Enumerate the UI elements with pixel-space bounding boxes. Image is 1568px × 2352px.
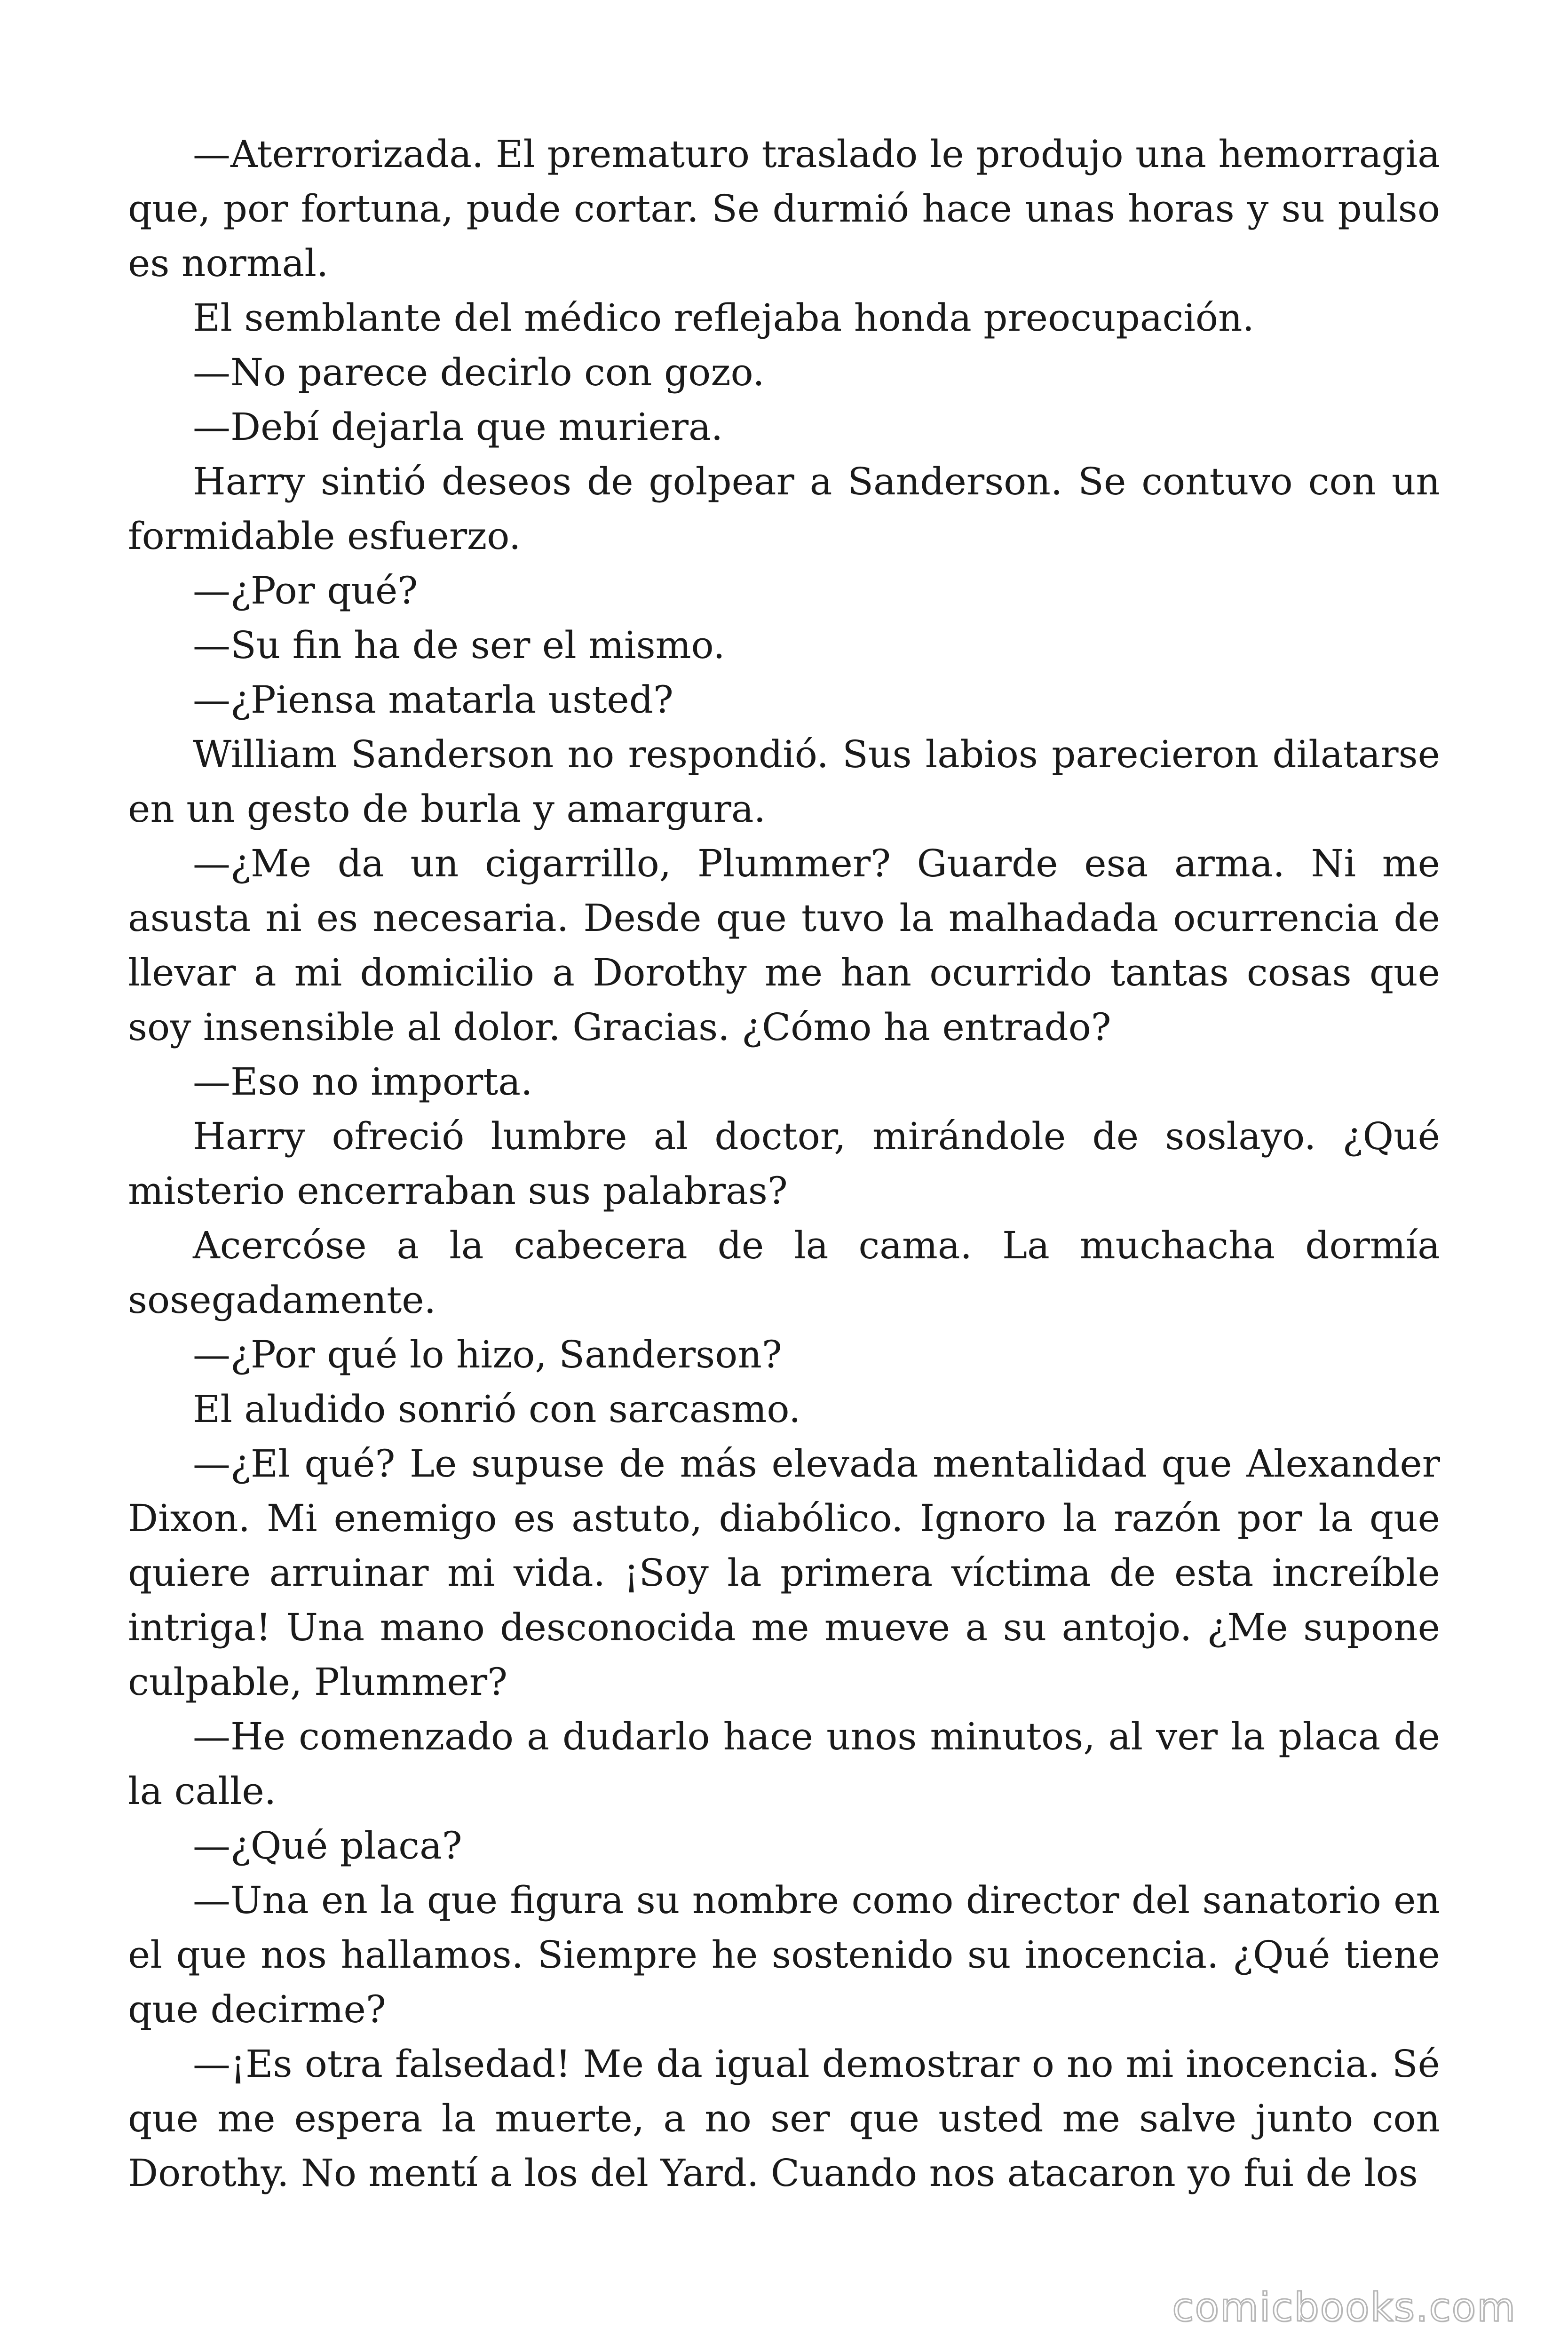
paragraph: —¿Me da un cigarrillo, Plummer? Guarde esa arma. Ni me asusta ni es necesaria. Desde que tuvo la malhadada ocurrencia de llevar a mi domicilio a Dorothy me han ocurrido tantas cosas que soy insensible al dolor. Gracias. ¿Cómo ha entrado? [128, 842, 1440, 1049]
paragraph: —He comenzado a dudarlo hace unos minutos, al ver la placa de la calle. [128, 1715, 1440, 1813]
paragraph: Harry ofreció lumbre al doctor, mirándole de soslayo. ¿Qué misterio encerraban sus palabras? [128, 1114, 1440, 1213]
paragraph: —Una en la que figura su nombre como director del sanatorio en el que nos hallamos. Siempre he sostenido su inocencia. ¿Qué tiene que decirme? [128, 1878, 1440, 2031]
book-page-text [128, 127, 1440, 2201]
paragraph: —¿Qué placa? [193, 1824, 462, 1867]
paragraph: —Eso no importa. [193, 1060, 533, 1104]
paragraph: —¿Por qué lo hizo, Sanderson? [193, 1333, 782, 1376]
paragraph: Acercóse a la cabecera de la cama. La muchacha dormía sosegadamente. [128, 1224, 1440, 1322]
paragraph: —¿El qué? Le supuse de más elevada mentalidad que Alexander Dixon. Mi enemigo es astuto, diabólico. Ignoro la razón por la que quiere arruinar mi vida. ¡Soy la primera víctima de esta increíble intriga! Una mano desconocida me mueve a su antojo. ¿Me supone culpable, Plummer? [128, 1442, 1440, 1704]
paragraph: El aludido sonrió con sarcasmo. [193, 1387, 801, 1431]
paragraph: Harry sintió deseos de golpear a Sanderson. Se contuvo con un formidable esfuerzo. [128, 460, 1440, 558]
paragraph: El semblante del médico reflejaba honda preocupación. [193, 296, 1254, 340]
site-watermark: comicbooks.com [1172, 2284, 1516, 2330]
paragraph: —¿Por qué? [193, 569, 418, 612]
paragraph: —Debí dejarla que muriera. [193, 405, 723, 449]
paragraph: —¡Es otra falsedad! Me da igual demostrar o no mi inocencia. Sé que me espera la muerte, a no ser que usted me salve junto con Dorothy. No mentí a los del Yard. Cuando nos atacaron yo fui de los [128, 2042, 1440, 2195]
paragraph: —Su fin ha de ser el mismo. [193, 623, 725, 667]
paragraph: William Sanderson no respondió. Sus labios parecieron dilatarse en un gesto de burla y amargura. [128, 732, 1440, 831]
paragraph: —¿Piensa matarla usted? [193, 678, 673, 722]
paragraph: —Aterrorizada. El prematuro traslado le produjo una hemorragia que, por fortuna, pude cortar. Se durmió hace unas horas y su pulso es normal. [128, 132, 1440, 285]
paragraph: —No parece decirlo con gozo. [193, 350, 765, 394]
